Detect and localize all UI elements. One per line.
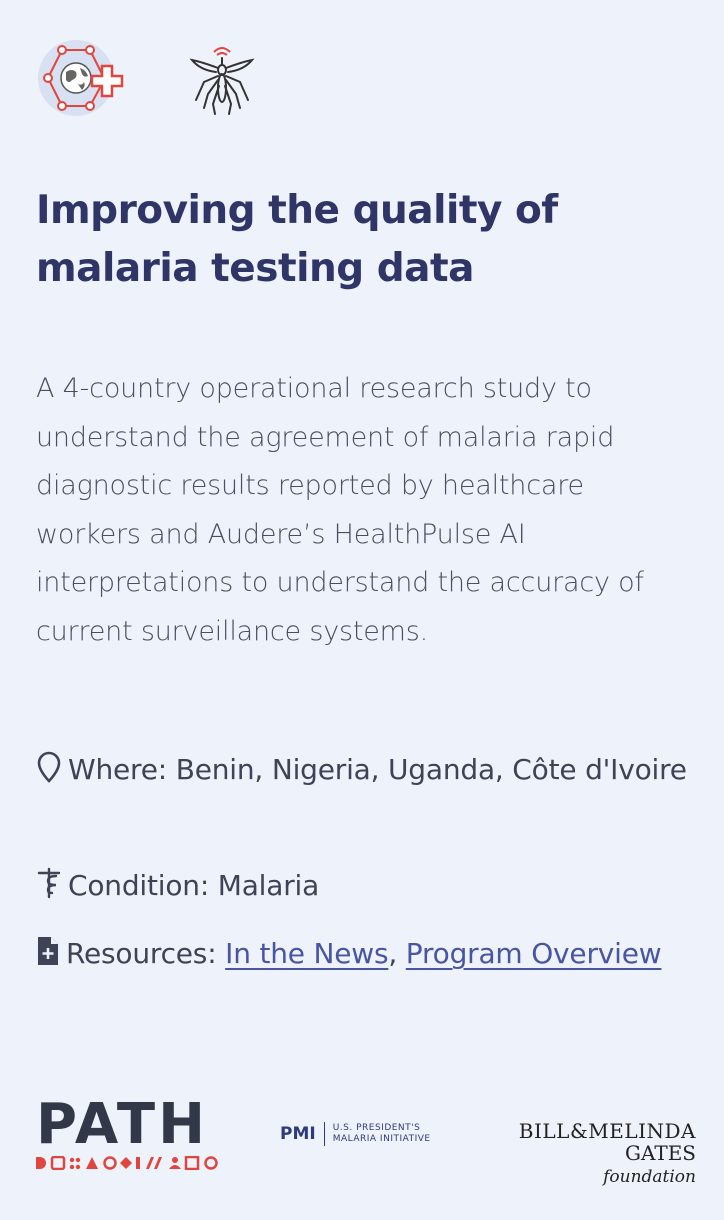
program-overview-link[interactable]: Program Overview [405,937,662,970]
project-description: A 4-country operational research study to understand the agreement of malaria rapid diagnostic results reported by healthcare workers and Audere’s HealthPulse AI interpretations to understand the accuracy of current surveillance systems. [36,373,644,647]
resources-label: Resources: [66,937,217,970]
condition-row [36,861,696,914]
resources-separator: , [388,937,398,970]
location-pin-icon [36,749,62,798]
pmi-logo: PMI U.S. PRESIDENT'S MALARIA INITIATIVE [280,1123,431,1144]
page-title: Improving the quality of malaria testing data [36,188,558,291]
partner-logos [36,1092,696,1187]
condition-label: Condition: [68,869,210,902]
condition-value: Malaria [217,869,320,902]
mosquito-icon [184,40,260,116]
file-plus-icon [36,933,60,982]
where-value: Benin, Nigeria, Uganda, Côte d'Ivoire [175,753,687,786]
where-row [36,745,696,798]
gates-foundation-logo: BILL&MELINDA GATES foundation [518,1119,696,1187]
globe-health-icon [36,38,132,118]
caduceus-icon [36,865,62,914]
resources-row [36,929,696,982]
path-logo: PATH [36,1100,228,1170]
in-the-news-link[interactable]: In the News [225,937,389,970]
path-logo-shapes [36,1156,228,1170]
where-label: Where: [68,753,168,786]
